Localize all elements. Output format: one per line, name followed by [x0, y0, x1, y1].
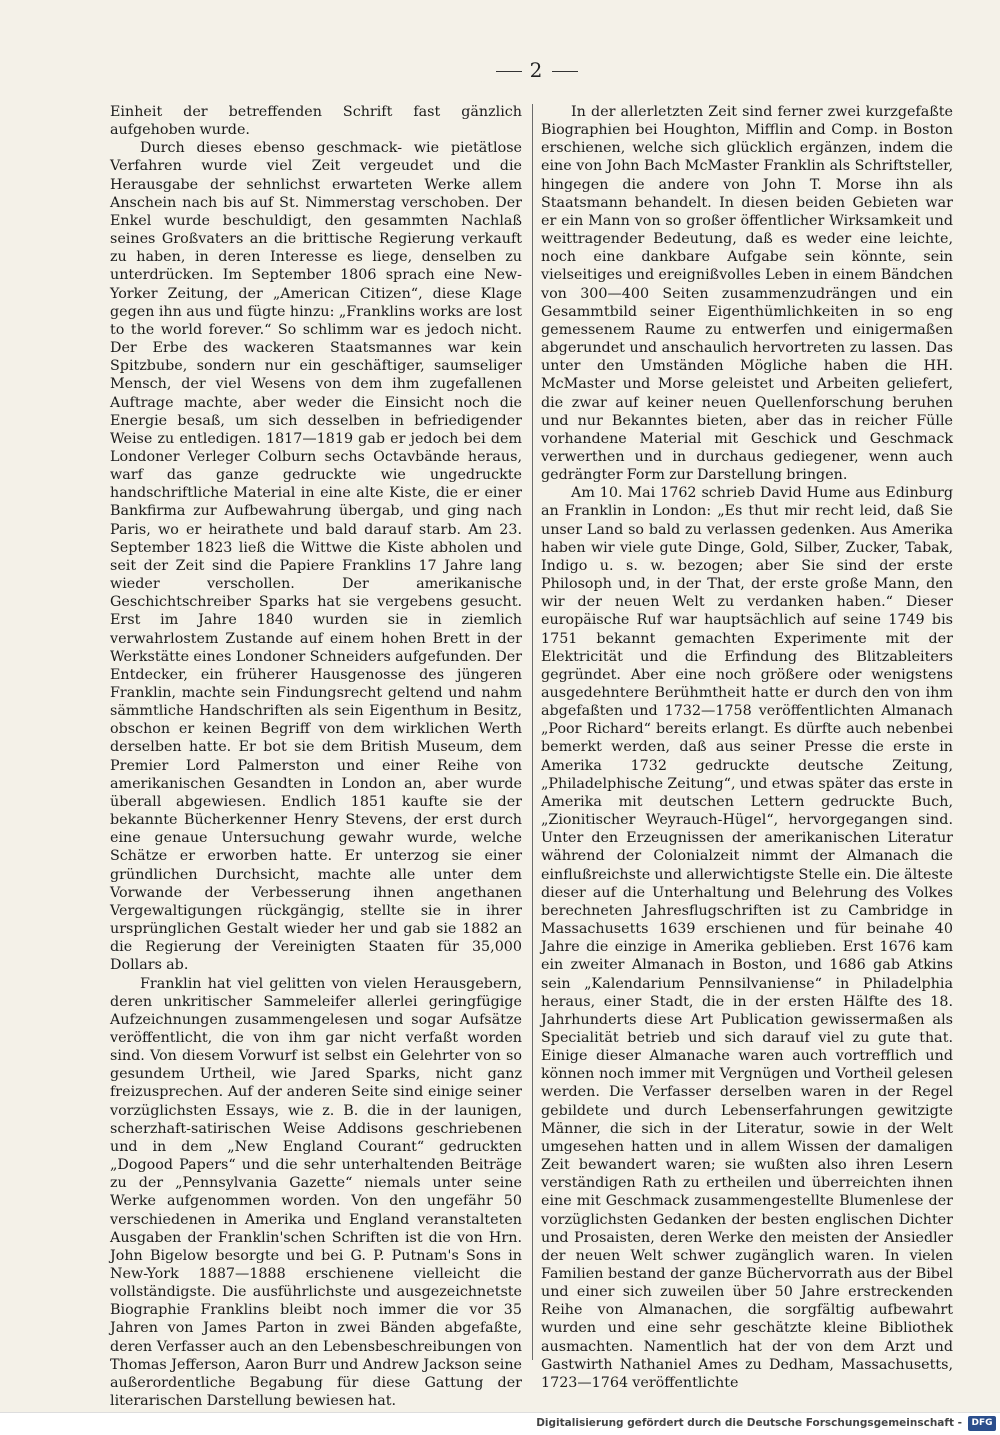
paragraph: Durch dieses ebenso geschmack- wie pietätlose Verfahren wurde viel Zeit vergeudet und die Herausgabe der sehnlichst erwarteten Werke allem Anschein nach bis auf St. Nimmerstag verschoben. Der Enkel wurde beschuldigt, den gesammten Nachlaß seines Großvaters an die brittische Regierung verkauft zu haben, in deren Interesse es liege, denselben zu unterdrücken. Im September 1806 sprach eine New-Yorker Zeitung, der „American Citizen“, diese Klage gegen ihn aus und fügte hinzu: „Franklins works are lost to the world forever.“ So schlimm war es jedoch nicht. Der Erbe des wackeren Staatsmannes war kein Spitzbube, sondern nur ein geschäftiger, saumseliger Mensch, der viel Wesens von dem ihm zugefallenen Auftrage machte, aber weder die Einsicht noch die Energie besaß, um sich desselben in befriedigender Weise zu entledigen. 1817—1819 gab er jedoch bei dem Londoner Verleger Colburn sechs Octavbände heraus, warf das ganze gedruckte wie ungedruckte handschriftliche Material in eine alte Kiste, die er einer Bankfirma zur Aufbewahrung übergab, und ging nach Paris, wo er heirathete und bald darauf starb. Am 23. September 1823 ließ die Wittwe die Kiste abholen und seit der Zeit sind die Papiere Franklins 17 Jahre lang wieder verschollen. Der amerikanische Geschichtschreiber Sparks hat sie vergebens gesucht. Erst im Jahre 1840 wurden sie in ziemlich verwahrlostem Zustande auf einem hohen Brett in der Werkstätte eines Londoner Schneiders aufgefunden. Der Entdecker, ein früherer Hausgenosse des jüngeren Franklin, machte sein Findungsrecht geltend und nahm sämmtliche Handschriften als sein Eigenthum in Besitz, obschon er keinen Begriff von dem wirklichen Werth derselben hatte. Er bot sie dem British Museum, dem Premier Lord Palmerston und einer Reihe von amerikanischen Gesandten in London an, aber wurde überall abgewiesen. Endlich 1851 kaufte sie der bekannte Bücherkenner Henry Stevens, der erst durch eine genaue Untersuchung gewahr wurde, welche Schätze er erworben hatte. Er unterzog sie einer gründlichen Durchsicht, machte alle unter dem Vorwande der Verbesserung ihnen angethanen Vergewaltigungen rückgängig, stellte sie in ihrer ursprünglichen Gestalt wieder her und gab sie 1882 an die Regierung der Vereinigten Staaten für 35,000 Dollars ab.	[110, 140, 522, 974]
left-column	[110, 103, 522, 1410]
footer-bar	[0, 1412, 1000, 1435]
page-number	[482, 58, 592, 82]
dfg-logo: DFG	[968, 1416, 996, 1431]
paragraph: Am 10. Mai 1762 schrieb David Hume aus Edinburg an Franklin in London: „Es thut mir recht leid, daß Sie unser Land so bald zu verlassen gedenken. Aus Amerika haben wir viele gute Dinge, Gold, Silber, Zucker, Tabak, Indigo u. s. w. bezogen; aber Sie sind der erste Philosoph und, in der That, der erste große Mann, den wir der neuen Welt zu verdanken haben.“ Dieser europäische Ruf war hauptsächlich auf seine 1749 bis 1751 bekannt gemachten Experimente mit der Elektricität und die Erfindung des Blitzableiters gegründet. Aber eine noch größere oder wenigstens ausgedehntere Berühmtheit hatte er durch den von ihm abgefaßten und 1732—1758 veröffentlichten Almanach „Poor Richard“ bereits erlangt. Es dürfte auch nebenbei bemerkt werden, daß aus seiner Presse die erste in Amerika 1732 gedruckte deutsche Zeitung, „Philadelphische Zeitung“, und etwas später das erste in Amerika mit deutschen Lettern gedruckte Buch, „Zionitischer Weyrauch-Hügel“, hervorgegangen sind. Unter den Erzeugnissen der amerikanischen Literatur während der Colonialzeit nimmt der Almanach die einflußreichste und allerwichtigste Stelle ein. Die älteste dieser auf die Unterhaltung und Belehrung des Volkes berechneten Jahresflugschriften ist zu Cambridge in Massachusetts 1639 erschienen und für beinahe 40 Jahre die einzige in Amerika geblieben. Erst 1676 kam ein zweiter Almanach in Boston, und 1686 gab Atkins sein „Kalendarium Pennsilvaniense“ in Philadelphia heraus, einer Stadt, die in der ersten Hälfte des 18. Jahrhunderts diese Art Publication gewissermaßen als Specialität betrieb und sich darauf viel zu gute that. Einige dieser Almanache waren auch vortrefflich und können noch immer mit Vergnügen und Vortheil gelesen werden. Die Verfasser derselben waren in der Regel gebildete und durch Lebenserfahrungen gewitzigte Männer, die sich in der Literatur, sowie in der Welt umgesehen hatten und in allem Wissen der damaligen Zeit bewandert waren; sie wußten also ihren Lesern verständigen Rath zu ertheilen und überreichten ihnen eine mit Geschmack zusammengestellte Blumenlese der vorzüglichsten Gedanken der besten englischen Dichter und Prosaisten, deren Werke den meisten der Ansiedler der neuen Welt schwer zugänglich waren. In vielen Familien bestand der ganze Büchervorrath aus der Bibel und einer sich zuweilen über 50 Jahre erstreckenden Reihe von Almanachen, die sorgfältig aufbewahrt wurden und eine sehr geschätzte kleine Bibliothek ausmachten. Namentlich hat der von dem Arzt und Gastwirth Nathaniel Ames zu Dedham, Massachusetts, 1723—1764 veröffentlichte	[541, 485, 953, 1391]
paragraph: In der allerletzten Zeit sind ferner zwei kurzgefaßte Biographien bei Houghton, Mifflin and Comp. in Boston erschienen, welche sich glücklich ergänzen, indem die eine von John Bach McMaster Franklin als Schriftsteller, hingegen die andere von John T. Morse ihn als Staatsmann behandelt. In diesen beiden Gebieten war er ein Mann von so großer öffentlicher Wirksamkeit und weittragender Bedeutung, daß es weder eine leichte, noch eine dankbare Aufgabe sein könnte, sein vielseitiges und ereignißvolles Leben in einem Bändchen von 300—400 Seiten zusammenzudrängen und ein Gesammtbild seiner Eigenthümlichkeiten in so eng gemessenem Raume zu entwerfen und einigermaßen abgerundet und anschaulich hervortreten zu lassen. Das unter den Umständen Mögliche haben die HH. McMaster und Morse geleistet und Arbeiten geliefert, die zwar auf keiner neuen Quellenforschung beruhen und nur Bekanntes bieten, aber das in reicher Fülle vorhandene Material mit Geschick und Geschmack verwerthen und in durchaus gediegener, wenn auch gedrängter Form zur Darstellung bringen.	[541, 104, 953, 484]
column-divider	[532, 104, 533, 1360]
page-number-text: 2	[529, 58, 545, 82]
paragraph: Einheit der betreffenden Schrift fast gänzlich aufgehoben wurde.	[110, 104, 522, 139]
page-number-dash-left	[496, 71, 522, 72]
footer-credit: Digitalisierung gefördert durch die Deutsche Forschungsgemeinschaft -	[536, 1417, 962, 1429]
page-number-dash-right	[552, 71, 578, 72]
paragraph: Franklin hat viel gelitten von vielen Herausgebern, deren unkritischer Sammeleifer allerlei geringfügige Aufzeichnungen zusammengelesen und sogar Aufsätze veröffentlicht, die von ihm gar nicht verfaßt worden sind. Von diesem Vorwurf ist selbst ein Gelehrter von so gesundem Urtheil, wie Jared Sparks, nicht ganz freizusprechen. Auf der anderen Seite sind einige seiner vorzüglichsten Essays, wie z. B. die in der launigen, scherzhaft-satirischen Weise Addisons geschriebenen und in dem „New England Courant“ gedruckten „Dogood Papers“ und die sehr unterhaltenden Beiträge zu der „Pennsylvania Gazette“ niemals unter seine Werke aufgenommen worden. Von den ungefähr 50 verschiedenen in Amerika und England veranstalteten Ausgaben der Franklin'schen Schriften ist die von Hrn. John Bigelow besorgte und bei G. P. Putnam's Sons in New-York 1887—1888 erschienene vielleicht die vollständigste. Die ausführlichste und ausgezeichnetste Biographie Franklins bleibt noch immer die vor 35 Jahren von James Parton in zwei Bänden abgefaßte, deren Verfasser auch an den Lebensbeschreibungen von Thomas Jefferson, Aaron Burr und Andrew Jackson seine außerordentliche Begabung für diese Gattung der literarischen Darstellung bewiesen hat.	[110, 975, 522, 1410]
right-column	[541, 103, 953, 1392]
